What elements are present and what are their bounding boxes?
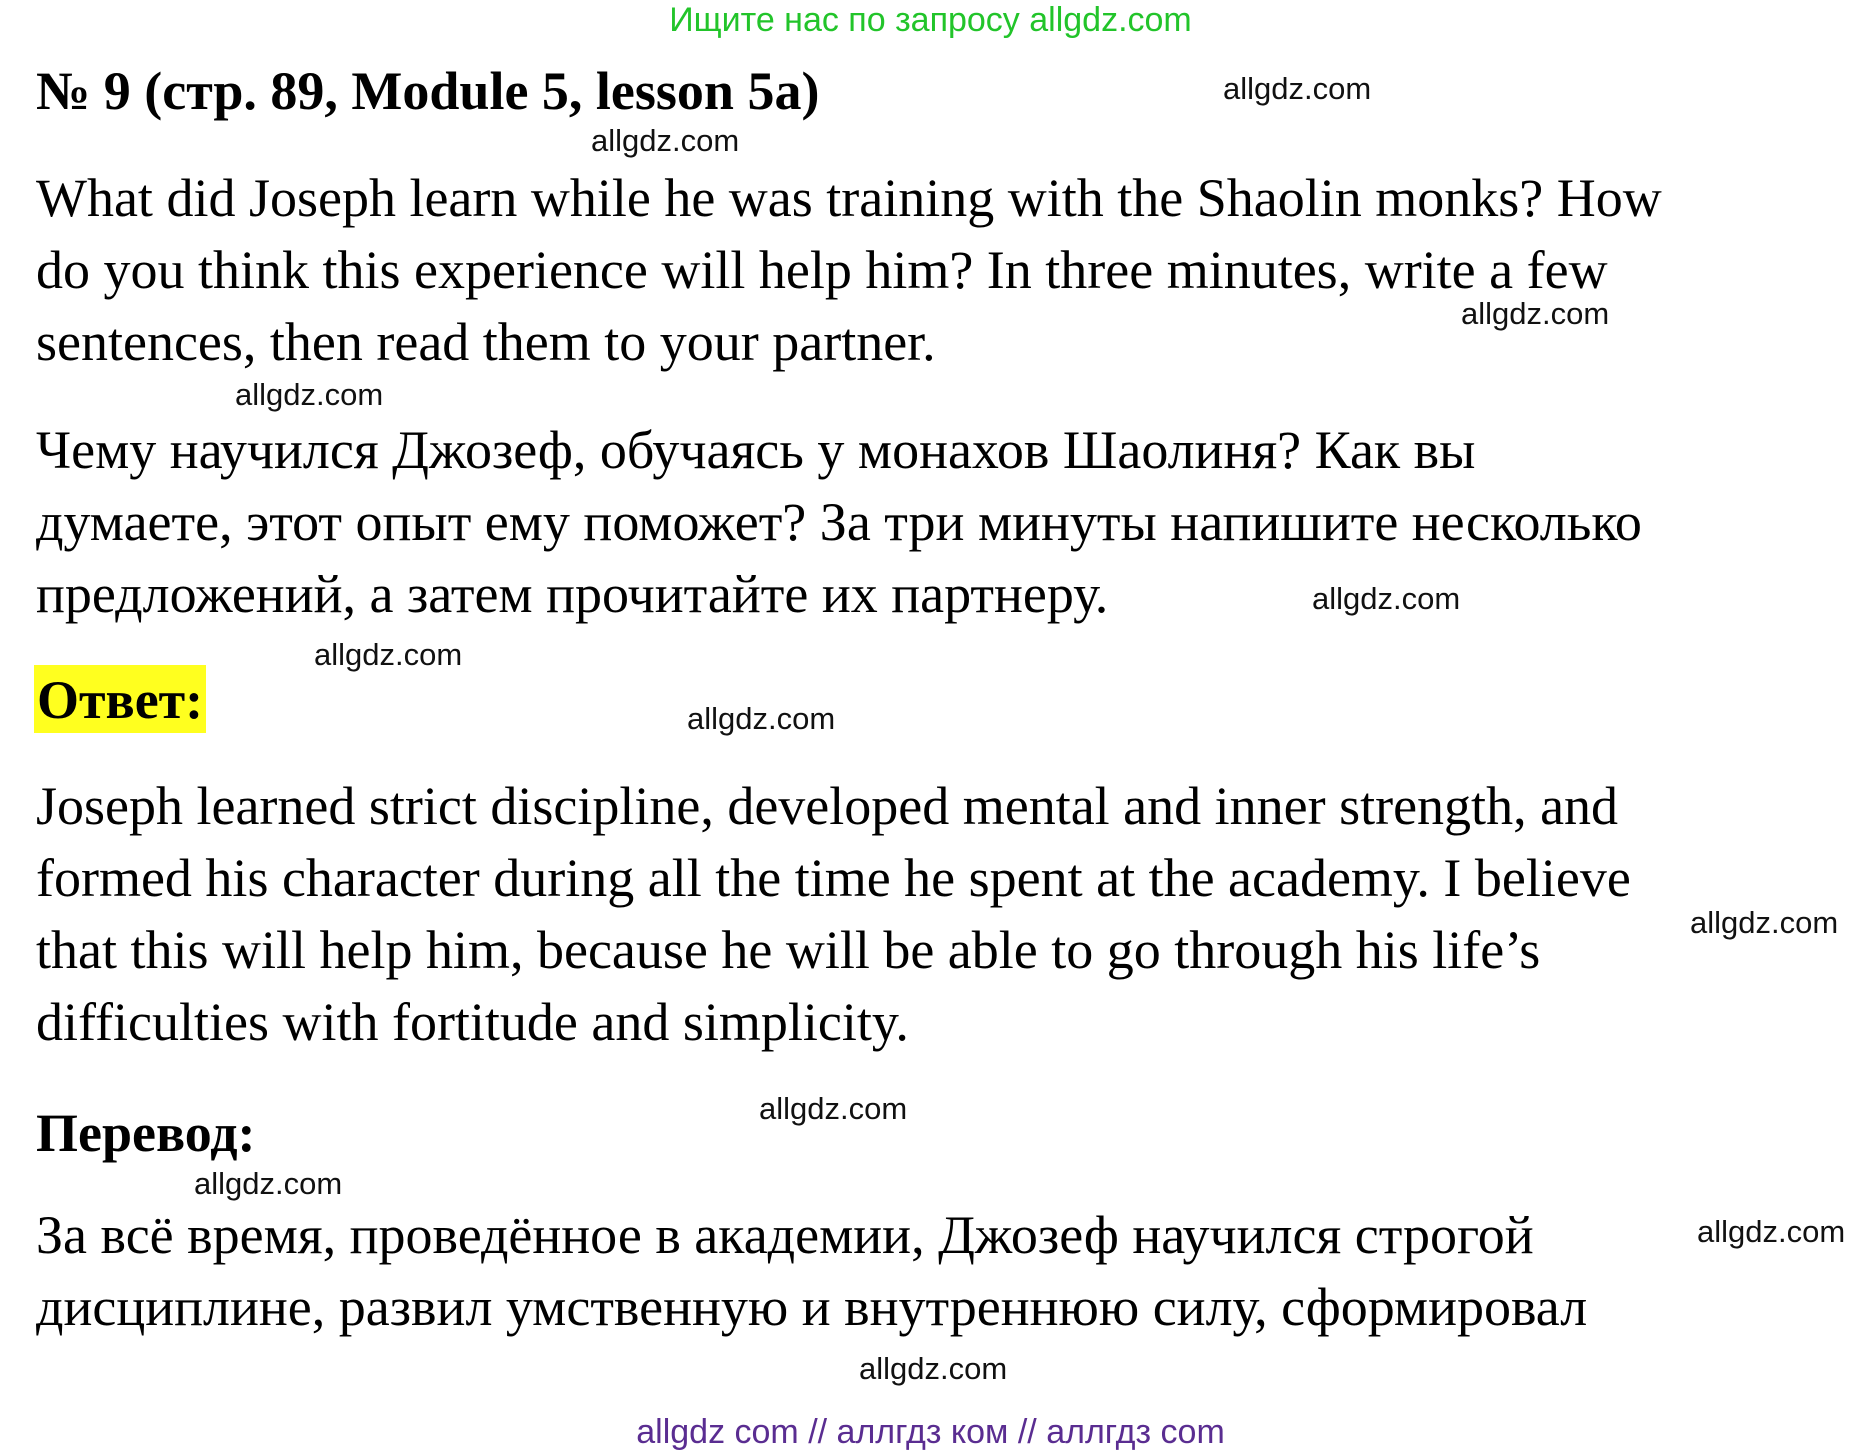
watermark: allgdz.com — [1697, 1214, 1846, 1249]
answer-line: Joseph learned strict discipline, developed mental and inner strength, and — [36, 776, 1619, 836]
question-english-line: What did Joseph learn while he was training with the Shaolin monks? How — [36, 168, 1662, 228]
question-english-line: do you think this experience will help him? In three minutes, write a few — [36, 240, 1608, 300]
watermark: allgdz.com — [235, 377, 384, 412]
watermark: allgdz.com — [687, 701, 836, 736]
exercise-title: № 9 (стр. 89, Module 5, lesson 5a) — [36, 61, 820, 121]
answer-line: difficulties with fortitude and simplicity. — [36, 992, 909, 1052]
answer-text — [36, 770, 1839, 1058]
search-banner: Ищите нас по запросу allgdz.com — [669, 1, 1192, 39]
question-russian — [36, 414, 1836, 630]
translation-label: Перевод: — [36, 1103, 256, 1163]
watermark: allgdz.com — [591, 123, 740, 158]
question-english-line: sentences, then read them to your partner. — [36, 312, 936, 372]
watermark: allgdz.com — [1690, 905, 1839, 940]
watermark: allgdz.com — [1312, 581, 1461, 616]
footer-links[interactable]: allgdz com // аллгдз ком // аллгдз com — [636, 1413, 1225, 1451]
watermark: allgdz.com — [314, 637, 463, 672]
question-english — [36, 162, 1836, 378]
question-russian-line: предложений, а затем прочитайте их партнеру. — [36, 564, 1109, 624]
answer-label: Ответ: — [34, 665, 206, 733]
translation-line: За всё время, проведённое в академии, Джозеф научился строгой — [36, 1205, 1534, 1265]
watermark: allgdz.com — [194, 1166, 343, 1201]
watermark: allgdz.com — [759, 1091, 908, 1126]
translation-line: дисциплине, развил умственную и внутреннюю силу, сформировал — [36, 1277, 1588, 1337]
question-russian-line: думаете, этот опыт ему поможет? За три минуты напишите несколько — [36, 492, 1642, 552]
answer-line: formed his character during all the time he spent at the academy. I believe — [36, 848, 1631, 908]
watermark: allgdz.com — [859, 1351, 1008, 1386]
question-russian-line: Чему научился Джозеф, обучаясь у монахов Шаолиня? Как вы — [36, 420, 1476, 480]
translation-text — [36, 1199, 1836, 1343]
watermark: allgdz.com — [1223, 71, 1372, 106]
watermark: allgdz.com — [1461, 296, 1610, 331]
answer-line: that this will help him, because he will be able to go through his life’s — [36, 920, 1541, 980]
